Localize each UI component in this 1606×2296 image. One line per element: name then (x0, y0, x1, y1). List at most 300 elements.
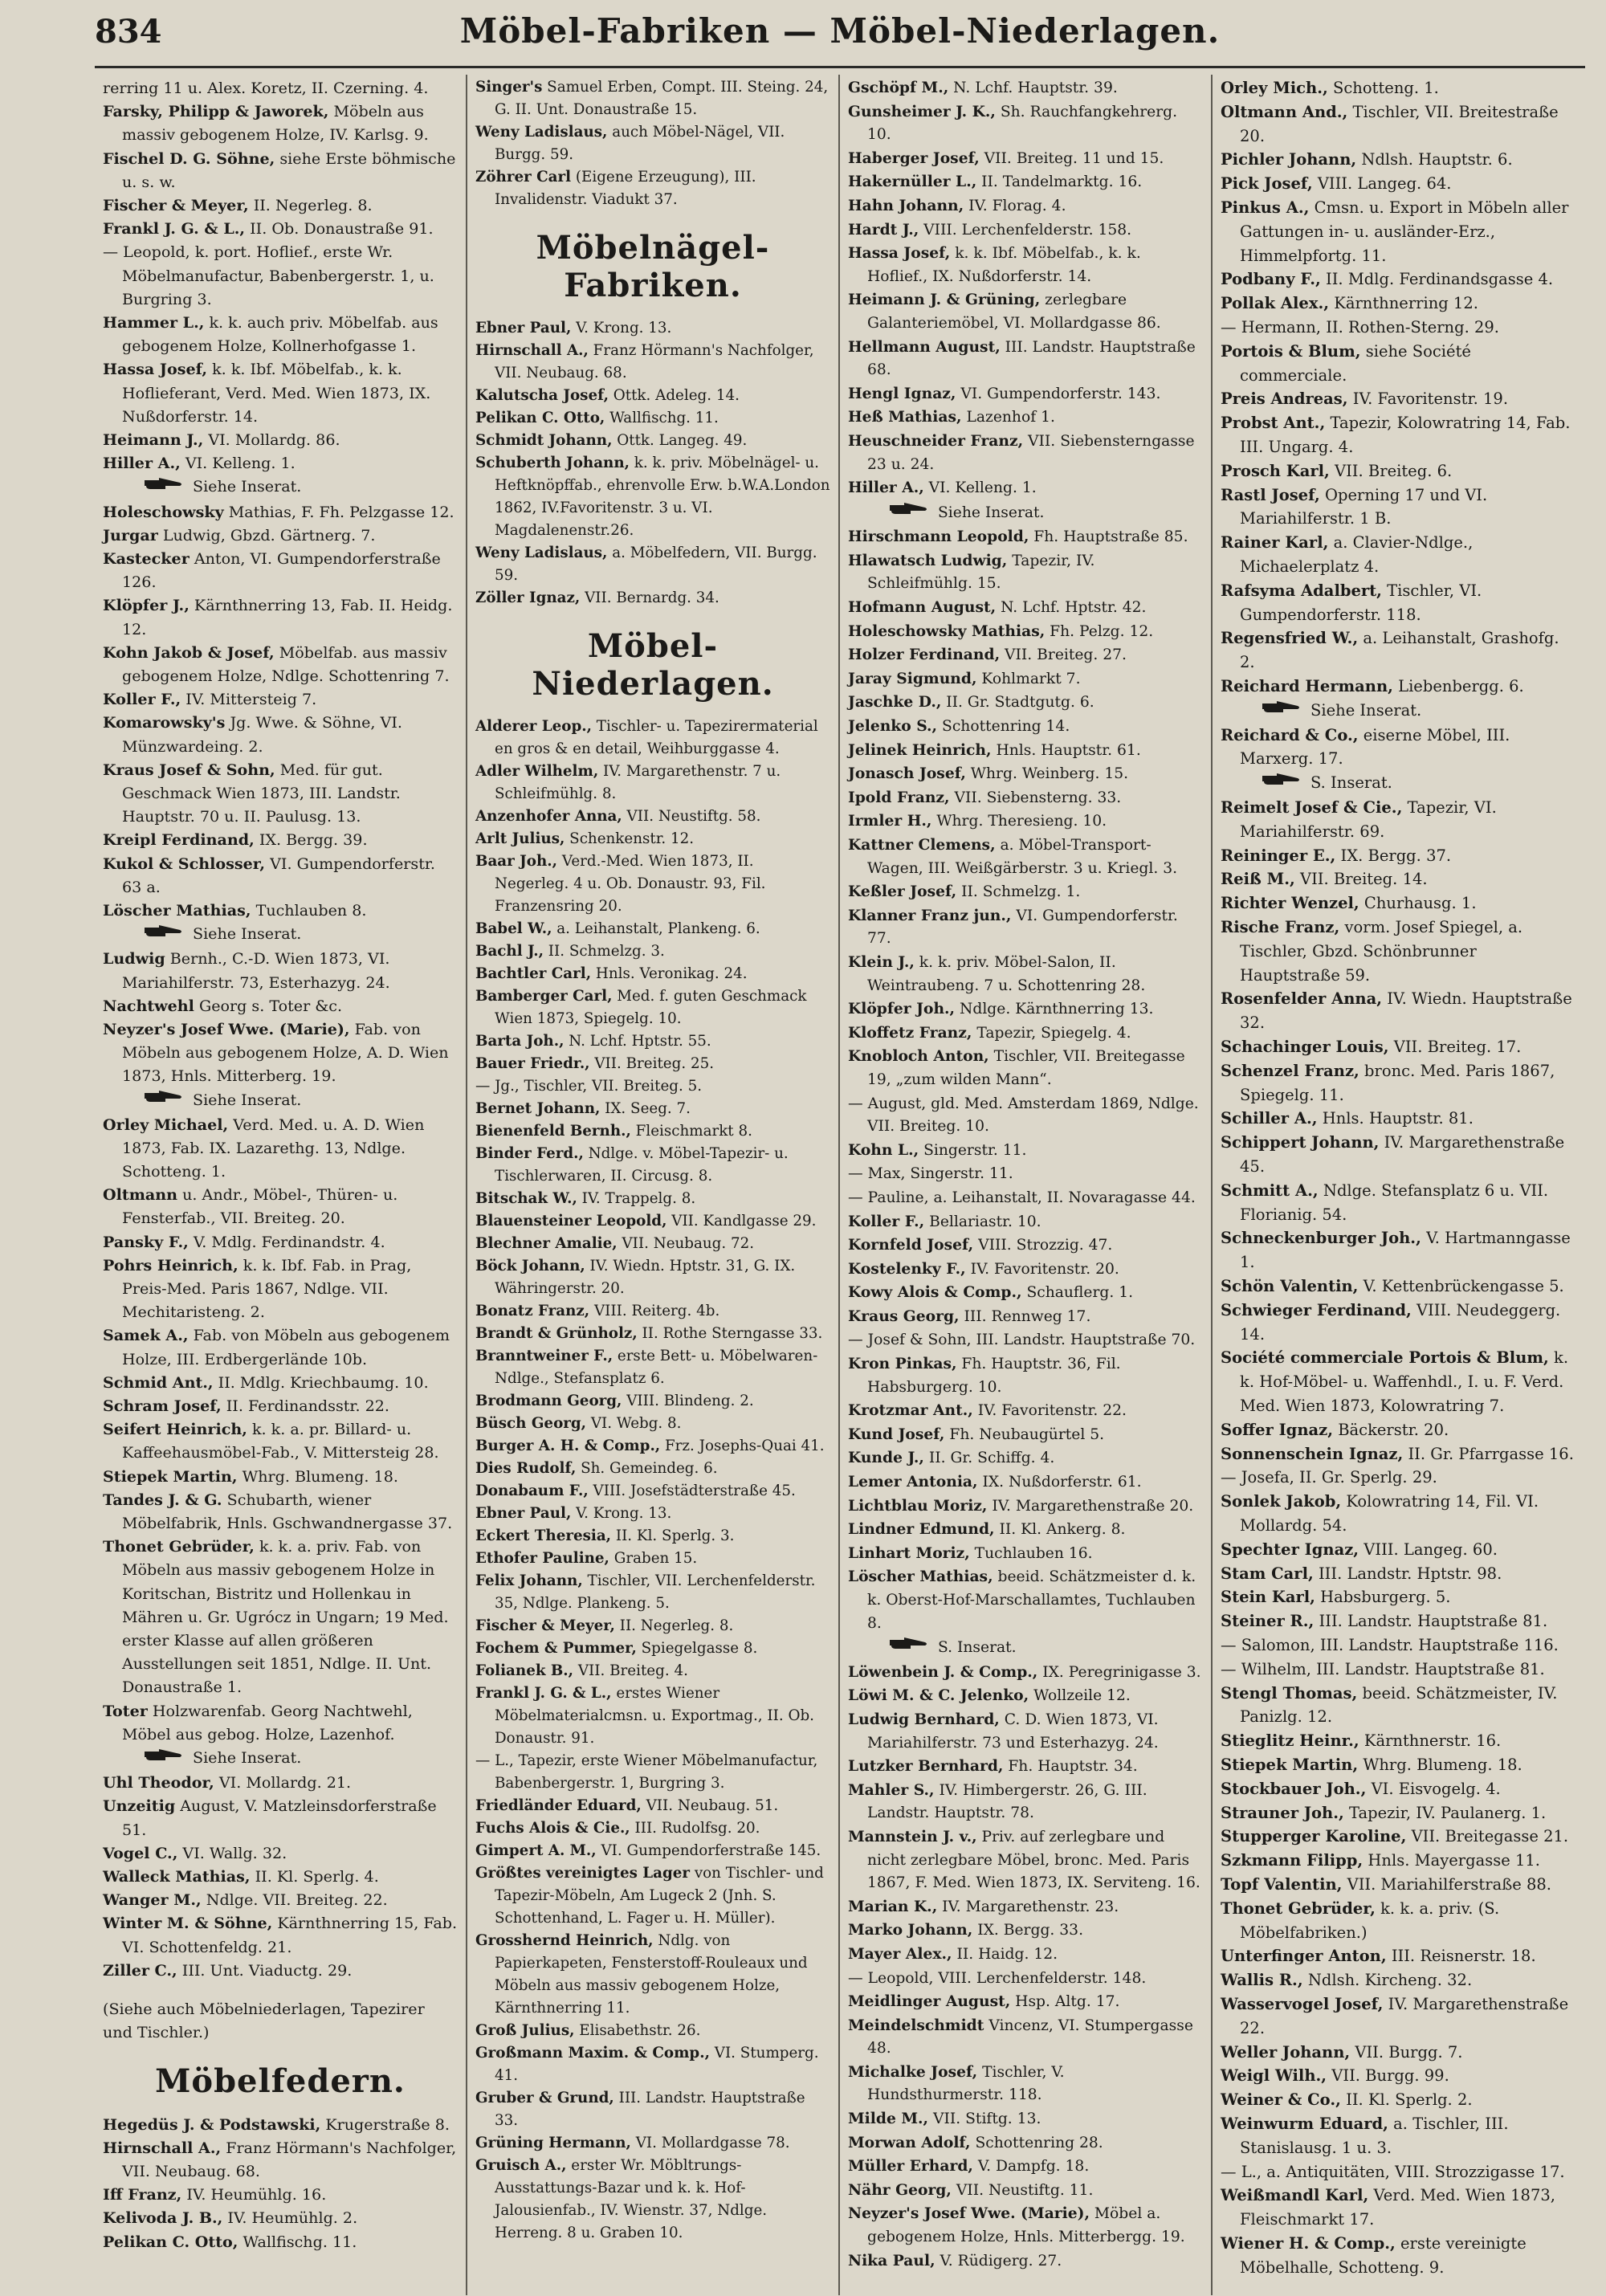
pointing-hand-icon (143, 1088, 185, 1112)
entry-details: beeid. Schätzmeister d. k. k. Oberst-Hof-Marschallamtes, Tuchlauben 8. (867, 1568, 1196, 1632)
directory-entry (848, 786, 1203, 810)
directory-entry (103, 194, 458, 217)
entry-details: Whrg. Blumeng. 18. (237, 1466, 398, 1486)
entry-name: Müller Erhard, (848, 2157, 973, 2176)
entry-name: Barta Joh., (475, 1033, 565, 1050)
entry-details: VII. Breiteg. 17. (1388, 1038, 1522, 1057)
entry-details: VI. Gumpendorferstr. 63 a. (122, 854, 435, 896)
entry-details: Tapezir, Kolowratring 14, Fab. III. Ungarg. 4. (1240, 414, 1571, 456)
entry-name: Reininger E., (1221, 846, 1336, 865)
entry-name: Szkmann Filipp, (1221, 1851, 1363, 1870)
entry-details: Sh. Gemeindeg. 6. (576, 1460, 718, 1477)
directory-entry (848, 1162, 1203, 1186)
entry-details: VII. Stiftg. 13. (928, 2110, 1041, 2128)
entry-details: Kärnthnerring 12. (1329, 294, 1478, 313)
entry-name: Krotzmar Ant., (848, 1401, 973, 1420)
directory-entry (475, 1480, 830, 1503)
entry-name: Oltmann And., (1221, 102, 1348, 121)
entry-name: Meidlinger August, (848, 1992, 1011, 2011)
directory-entry (103, 1959, 458, 1982)
entry-name: Weinwurm Eduard, (1221, 2114, 1388, 2133)
entry-details: VI. Wallg. 32. (177, 1843, 287, 1862)
entry-name: Weißmandl Karl, (1221, 2186, 1369, 2205)
entry-details: IX. Bergg. 39. (254, 830, 368, 850)
entry-name: Pichler Johann, (1221, 150, 1357, 169)
entry-name: Richter Wenzel, (1221, 894, 1359, 913)
entry-details: Möbelfab. aus massiv gebogenem Holze, Ndlge. Schottenring 7. (122, 642, 450, 685)
directory-entry (1221, 1777, 1577, 1801)
entry-name: Hirschmann Leopold, (848, 528, 1029, 546)
entry-name: Unzeitig (103, 1796, 176, 1816)
entry-details: IV. Favoritenstr. 22. (972, 1402, 1127, 1420)
directory-entry (848, 1399, 1203, 1423)
directory-entry (848, 1708, 1203, 1755)
entry-name: Kunde J., (848, 1449, 924, 1467)
entry-details: Ndlge. Stefansplatz 6 u. VII. Florianig. 54. (1240, 1181, 1549, 1224)
directory-entry (1221, 1274, 1577, 1299)
entry-details: Fh. Neubaugürtel 5. (944, 1425, 1105, 1443)
entry-name: Böck Johann, (475, 1258, 585, 1274)
pointing-hand-icon (143, 475, 185, 500)
column-4 (1213, 75, 1585, 2295)
entry-name: Winter M. & Söhne, (103, 1914, 273, 1933)
entry-details: — L., Tapezir, erste Wiener Möbelmanufactur, Babenbergerstr. 1, Burgring 3. (475, 1752, 818, 1792)
see-reference-text: Siehe Inserat. (193, 477, 302, 496)
entry-details: August, V. Matzleinsdorferstraße 51. (122, 1796, 437, 1839)
section-heading: Möbel-Niederlagen. (532, 627, 774, 703)
entry-name: Kraus Georg, (848, 1307, 960, 1325)
directory-entry (1221, 2112, 1577, 2160)
directory-entry (475, 1255, 830, 1300)
entry-name: Keßler Josef, (848, 883, 957, 901)
directory-entry (475, 1795, 830, 1817)
entry-details: Spiegelgasse 8. (636, 1640, 758, 1657)
entry-name: Société commerciale Portois & Blum, (1221, 1348, 1549, 1368)
directory-entry (475, 1750, 830, 1795)
directory-entry (848, 1328, 1203, 1352)
entry-details: II. Ferdinandsstr. 22. (221, 1397, 389, 1416)
directory-entry (1221, 1992, 1577, 2041)
entry-details: VIII. Josefstädterstraße 45. (588, 1482, 796, 1499)
directory-entry (103, 1465, 458, 1488)
directory-entry (103, 1113, 458, 1184)
entry-details: IV. Heumühlg. 2. (222, 2208, 358, 2228)
entry-name: Samek A., (103, 1326, 189, 1345)
entry-name: Kron Pinkas, (848, 1355, 957, 1373)
entry-details: VI. Webg. 8. (586, 1415, 682, 1432)
entry-name: Hiller A., (848, 479, 924, 497)
pointing-hand-icon (143, 1747, 185, 1771)
entry-details: Singerstr. 11. (919, 1141, 1027, 1159)
entry-details: k. k. auch priv. Möbelfab. aus gebogenem Holze, Kollnerhofgasse 1. (122, 313, 438, 356)
directory-entry (1221, 1538, 1577, 1562)
entry-details: IV. Favoritenstr. 20. (965, 1260, 1119, 1278)
directory-entry (475, 1233, 830, 1255)
directory-entry (1221, 1682, 1577, 1730)
directory-entry (103, 1394, 458, 1417)
directory-entry (1221, 1107, 1577, 1131)
directory-entry (848, 2014, 1203, 2061)
entry-details: Krugerstraße 8. (320, 2115, 450, 2134)
directory-entry (1221, 340, 1577, 388)
entry-name: Hegedüs J. & Podstawski, (103, 2115, 321, 2134)
directory-entry (848, 1258, 1203, 1282)
directory-entry (103, 524, 458, 547)
directory-entry (1221, 76, 1577, 100)
pointing-hand-icon (888, 500, 930, 526)
entry-details: Tapezir, Spiegelg. 4. (972, 1024, 1131, 1042)
directory-entry (103, 147, 458, 194)
entry-name: Stieglitz Heinr., (1221, 1731, 1359, 1751)
directory-entry (1221, 316, 1577, 340)
directory-entry (848, 288, 1203, 335)
entry-name: Zöller Ignaz, (475, 589, 581, 606)
entry-name: Nachtwehl (103, 996, 194, 1015)
directory-entry (848, 1352, 1203, 1399)
entry-details: Tapezir, VI. Mariahilferstr. 69. (1240, 798, 1497, 841)
entry-details: Hnls. Mayergasse 11. (1363, 1851, 1540, 1870)
entry-details: II. Kl. Sperlg. 2. (1340, 2090, 1473, 2110)
entry-details: IV. Wiedn. Hauptstraße 32. (1240, 989, 1572, 1033)
entry-name: Jaray Sigmund, (848, 669, 977, 687)
entry-name: Portois & Blum, (1221, 341, 1361, 361)
directory-entry (1221, 1729, 1577, 1753)
directory-entry (1221, 2232, 1577, 2280)
directory-entry (848, 1661, 1203, 1685)
entry-name: Schmitt A., (1221, 1181, 1319, 1200)
directory-entry (475, 542, 830, 587)
entry-name: Hardt J., (848, 220, 919, 239)
directory-entry (103, 76, 458, 100)
entry-name: Wiener H. & Comp., (1221, 2233, 1396, 2253)
entry-details: IV. Wiedn. Hptstr. 31, G. IX. Währingerstr. 20. (495, 1258, 796, 1297)
entry-details: siehe Erste böhmische u. s. w. (122, 149, 456, 191)
entry-name: Unterfinger Anton, (1221, 1947, 1387, 1966)
entry-details: Fab. von Möbeln aus gebogenem Holze, A. D. Wien 1873, Hnls. Mitterberg. 19. (122, 1019, 449, 1086)
entry-details: Tischler, VII. Breitestraße 20. (1240, 102, 1559, 145)
entry-name: Kukol & Schlosser, (103, 854, 266, 873)
directory-entry (848, 430, 1203, 476)
entry-name: Bienenfeld Bernh., (475, 1123, 631, 1140)
directory-entry (1221, 1873, 1577, 1897)
entry-details: VII. Bernardg. 34. (580, 589, 719, 606)
entry-details: N. Lchf. Hauptstr. 39. (948, 80, 1118, 96)
entry-details: VII. Kandlgasse 29. (666, 1213, 817, 1230)
entry-name: Schenzel Franz, (1221, 1061, 1359, 1080)
directory-entry (1221, 1562, 1577, 1586)
directory-entry (848, 2155, 1203, 2179)
entry-details: VII. Mariahilferstraße 88. (1342, 1874, 1551, 1894)
directory-entry (1221, 411, 1577, 459)
directory-entry (103, 2206, 458, 2229)
directory-entry (475, 1637, 830, 1660)
entry-name: Lichtblau Moriz, (848, 1496, 988, 1515)
entry-details: VI. Gumpendorferstraße 145. (596, 1842, 821, 1859)
entry-name: Blauensteiner Leopold, (475, 1213, 667, 1230)
see-reference (103, 1746, 458, 1771)
entry-name: Lemer Antonia, (848, 1473, 978, 1491)
directory-entry (103, 947, 458, 993)
directory-entry (475, 761, 830, 805)
directory-entry (103, 2136, 458, 2183)
directory-entry (848, 382, 1203, 406)
entry-details: IV. Himbergerstr. 26, G. III. Landstr. Hauptstr. 78. (867, 1781, 1147, 1822)
entry-details: II. Kl. Sperlg. 3. (611, 1527, 735, 1544)
entry-details: Tischler, V. Hundsthurmerstr. 118. (867, 2063, 1065, 2104)
section-heading: Möbelfedern. (155, 2062, 406, 2100)
directory-entry (103, 1535, 458, 1699)
entry-details: IV. Margarethenstraße 20. (987, 1497, 1194, 1515)
entry-name: Fischer & Meyer, (103, 196, 249, 215)
entry-details: VII. Breiteg. 25. (589, 1055, 715, 1072)
entry-name: Schön Valentin, (1221, 1277, 1359, 1296)
entry-name: Ebner Paul, (475, 1505, 572, 1522)
entry-name: Gschöpf M., (848, 79, 949, 96)
entry-details: Schenkenstr. 12. (565, 830, 695, 847)
entry-details: — Jg., Tischler, VII. Breiteg. 5. (475, 1078, 703, 1095)
directory-entry (848, 170, 1203, 194)
entry-name: Schippert Johann, (1221, 1133, 1380, 1152)
directory-entry (103, 711, 458, 757)
entry-details: Churhausg. 1. (1359, 894, 1477, 913)
entry-details: III. Landstr. Hauptstraße 68. (867, 338, 1196, 379)
entry-details: Verd.-Med. Wien 1873, II. Negerleg. 4 u. Ob. Donaustr. 93, Fil. Franzensring 20. (495, 853, 766, 915)
entry-name: Rafsyma Adalbert, (1221, 581, 1382, 600)
entry-details: V. Hartmanngasse 1. (1240, 1229, 1571, 1272)
directory-entry (103, 428, 458, 451)
entry-details: II. Negerleg. 8. (248, 196, 373, 215)
directory-entry (1221, 1633, 1577, 1658)
directory-entry (475, 1075, 830, 1098)
entry-details: IX. Bergg. 33. (972, 1922, 1084, 1939)
directory-entry (103, 687, 458, 711)
directory-entry (848, 2249, 1203, 2274)
entry-details: IV. Florag. 4. (964, 197, 1066, 214)
entry-name: Nähr Georg, (848, 2180, 952, 2199)
entry-details: Ndlsh. Kircheng. 32. (1302, 1971, 1473, 1990)
directory-entry (103, 1017, 458, 1088)
directory-entry (848, 1565, 1203, 1635)
directory-entry (1221, 987, 1577, 1035)
entry-details: bronc. Med. Paris 1867, Spiegelg. 11. (1240, 1061, 1555, 1104)
entry-details: — Wilhelm, III. Landstr. Hauptstraße 81. (1221, 1659, 1545, 1678)
section-heading: Möbelnägel-Fabriken. (536, 229, 770, 304)
directory-entry (103, 1911, 458, 1958)
directory-entry (848, 667, 1203, 691)
entry-details: VI. Eisvogelg. 4. (1366, 1779, 1501, 1798)
entry-name: Hlawatsch Ludwig, (848, 551, 1008, 569)
directory-entry (1221, 2160, 1577, 2184)
entry-details: Franz Hörmann's Nachfolger, VII. Neubaug. 68. (122, 2138, 457, 2180)
directory-entry (475, 850, 830, 918)
directory-entry (848, 1495, 1203, 1519)
entry-details: Wollzeile 12. (1029, 1687, 1131, 1705)
directory-entry (848, 194, 1203, 218)
directory-entry (1221, 1753, 1577, 1777)
directory-entry (848, 406, 1203, 430)
entry-name: Brandt & Grünholz, (475, 1325, 638, 1342)
entry-details: Cmsn. u. Export in Möbeln aller Gattungen in- u. ausländer-Erz., Himmelpfortg. 11. (1240, 198, 1569, 265)
directory-entry (848, 1022, 1203, 1046)
entry-name: Bamberger Carl, (475, 988, 613, 1005)
see-reference (848, 500, 1203, 526)
directory-entry (1221, 1490, 1577, 1538)
entry-details: IV. Trappelg. 8. (577, 1190, 696, 1207)
directory-entry (848, 100, 1203, 147)
entry-name: Grosshernd Heinrich, (475, 1932, 654, 1949)
directory-entry (1221, 267, 1577, 292)
entry-name: Bauer Friedr., (475, 1055, 590, 1072)
directory-entry (848, 525, 1203, 549)
entry-name: Pollak Alex., (1221, 294, 1330, 313)
entry-name: Schram Josef, (103, 1397, 222, 1416)
entry-name: Schmidt Johann, (475, 432, 613, 449)
entry-details: Fh. Hauptstr. 34. (1003, 1758, 1138, 1776)
directory-entry (1221, 2041, 1577, 2065)
entry-name: Babel W., (475, 920, 552, 937)
directory-entry (103, 500, 458, 524)
entry-name: Stiepek Martin, (103, 1466, 238, 1486)
directory-entry (1221, 1466, 1577, 1490)
page-header (95, 11, 1585, 68)
entry-details: k. k. Ibf. Fab. in Prag, Preis-Med. Paris 1867, Ndlge. VII. Mechitaristeng. 2. (122, 1255, 412, 1322)
directory-entry (1221, 891, 1577, 916)
entry-name: Lindner Edmund, (848, 1520, 995, 1539)
entry-name: Pelikan C. Otto, (103, 2232, 238, 2251)
directory-entry (103, 1230, 458, 1254)
entry-details: Wallfischg. 11. (238, 2232, 357, 2251)
entry-details: Hnls. Veronikag. 24. (591, 965, 748, 982)
entry-details: Kohlmarkt 7. (976, 670, 1081, 687)
entry-name: Reimelt Josef & Cie., (1221, 798, 1403, 818)
entry-name: Seifert Heinrich, (103, 1420, 247, 1439)
directory-entry (103, 240, 458, 311)
entry-details: Fh. Hauptstr. 36, Fil. Habsburgerg. 10. (867, 1356, 1121, 1396)
entry-name: Klein J., (848, 952, 915, 971)
entry-name: Schwieger Ferdinand, (1221, 1300, 1412, 1319)
directory-entry (848, 1825, 1203, 1895)
directory-entry (848, 1967, 1203, 1991)
directory-entry (475, 1390, 830, 1413)
directory-entry (103, 2113, 458, 2136)
entry-name: Rische Franz, (1221, 918, 1340, 937)
directory-entry (1221, 387, 1577, 411)
entry-name: Weigl Wilh., (1221, 2066, 1327, 2086)
see-reference-text: Siehe Inserat. (193, 1090, 302, 1109)
entry-name: Podbany F., (1221, 270, 1321, 289)
entry-details: C. D. Wien 1873, VI. Mariahilferstr. 73 und Esterhazyg. 24. (867, 1711, 1159, 1752)
entry-name: Milde M., (848, 2110, 929, 2128)
entry-name: Pelikan C. Otto, (475, 410, 605, 426)
entry-details: II. Mdlg. Kriechbaumg. 10. (213, 1372, 429, 1392)
entry-name: Stiepek Martin, (1221, 1755, 1359, 1774)
entry-details: VII. Burgg. 7. (1350, 2042, 1463, 2062)
entry-name: Neyzer's Josef Wwe. (Marie), (103, 1019, 350, 1038)
entry-details: VII. Neubaug. 72. (617, 1235, 755, 1252)
directory-entry (475, 918, 830, 940)
entry-name: Jelinek Heinrich, (848, 740, 992, 759)
entry-details: Fh. Hauptstraße 85. (1029, 528, 1188, 546)
entry-details: a. Möbelfedern, VII. Burgg. 59. (495, 544, 817, 584)
entry-name: Gimpert A. M., (475, 1842, 597, 1859)
entry-details: IV. Mittersteig 7. (181, 690, 317, 709)
directory-entry (475, 76, 830, 121)
entry-name: Farsky, Philipp & Jaworek, (103, 102, 329, 121)
entry-name: Oltmann (103, 1185, 178, 1205)
directory-entry (848, 620, 1203, 644)
entry-name: Hirnschall A., (475, 342, 589, 359)
entry-details: Whrg. Theresieng. 10. (931, 813, 1107, 830)
entry-details: VI. Gumpendorferstr. 77. (867, 907, 1178, 948)
directory-entry (475, 2155, 830, 2245)
directory-entry (475, 452, 830, 542)
entry-details: eiserne Möbel, III. Marxerg. 17. (1240, 725, 1510, 769)
entry-name: Felix Johann, (475, 1572, 583, 1589)
entry-details: — Leopold, VIII. Lerchenfelderstr. 148. (848, 1969, 1147, 1987)
directory-entry (475, 385, 830, 407)
entry-details: Verd. Med. u. A. D. Wien 1873, Fab. IX. Lazarethg. 13, Ndlge. Schotteng. 1. (122, 1115, 425, 1181)
entry-name: Gunsheimer J. K., (848, 102, 996, 120)
entry-name: Kraus Josef & Sohn, (103, 760, 275, 779)
directory-entry (475, 1323, 830, 1345)
entry-name: Binder Ferd., (475, 1145, 584, 1162)
entry-name: Reichard & Co., (1221, 725, 1359, 744)
entry-name: Burger A. H. & Comp., (475, 1438, 661, 1454)
directory-entry (103, 2183, 458, 2206)
directory-entry (475, 1188, 830, 1210)
see-reference (848, 1635, 1203, 1661)
directory-entry (475, 407, 830, 430)
directory-entry (848, 1139, 1203, 1163)
directory-entry (848, 1234, 1203, 1258)
directory-entry (848, 1281, 1203, 1305)
entry-details: Hnls. Hauptstr. 81. (1317, 1109, 1474, 1128)
entry-details: Möbeln aus massiv gebogenem Holze, IV. Karlsg. 9. (122, 102, 429, 145)
entry-details: VII. Breiteg. 11 und 15. (979, 149, 1164, 167)
entry-details: III. Reisnerstr. 18. (1386, 1947, 1536, 1966)
entry-details: Schottenring 28. (970, 2134, 1103, 2151)
running-title: Möbel-Fabriken — Möbel-Niederlagen. (459, 11, 1221, 51)
entry-name: Iff Franz, (103, 2185, 182, 2204)
entry-name: Klanner Franz jun., (848, 906, 1012, 924)
entry-name: Spechter Ignaz, (1221, 1540, 1359, 1559)
entry-details: VIII. Neudeggerg. 14. (1240, 1300, 1561, 1344)
directory-entry (475, 1143, 830, 1188)
entry-name: Vogel C., (103, 1843, 178, 1862)
directory-entry (848, 2107, 1203, 2131)
directory-entry (848, 2061, 1203, 2107)
entry-details: III. Landstr. Hptstr. 98. (1313, 1564, 1502, 1583)
directory-entry (475, 340, 830, 385)
entry-name: Morwan Adolf, (848, 2133, 971, 2151)
directory-entry (1221, 1897, 1577, 1945)
entry-name: Schneckenburger Joh., (1221, 1229, 1421, 1248)
entry-name: Fischer & Meyer, (475, 1617, 615, 1634)
directory-entry (103, 994, 458, 1017)
entry-name: Uhl Theodor, (103, 1773, 214, 1792)
directory-entry (475, 1525, 830, 1548)
see-reference-text: Siehe Inserat. (938, 504, 1045, 521)
see-reference (1221, 699, 1577, 724)
directory-entry (1221, 1226, 1577, 1274)
entry-details: Bäckerstr. 20. (1333, 1420, 1449, 1439)
directory-entry (475, 805, 830, 828)
directory-entry (103, 1371, 458, 1394)
entry-details: VIII. Langeg. 64. (1312, 174, 1452, 194)
directory-entry (475, 2042, 830, 2087)
directory-entry (848, 596, 1203, 620)
entry-details: — L., a. Antiquitäten, VIII. Strozzigasse 17. (1221, 2162, 1565, 2181)
